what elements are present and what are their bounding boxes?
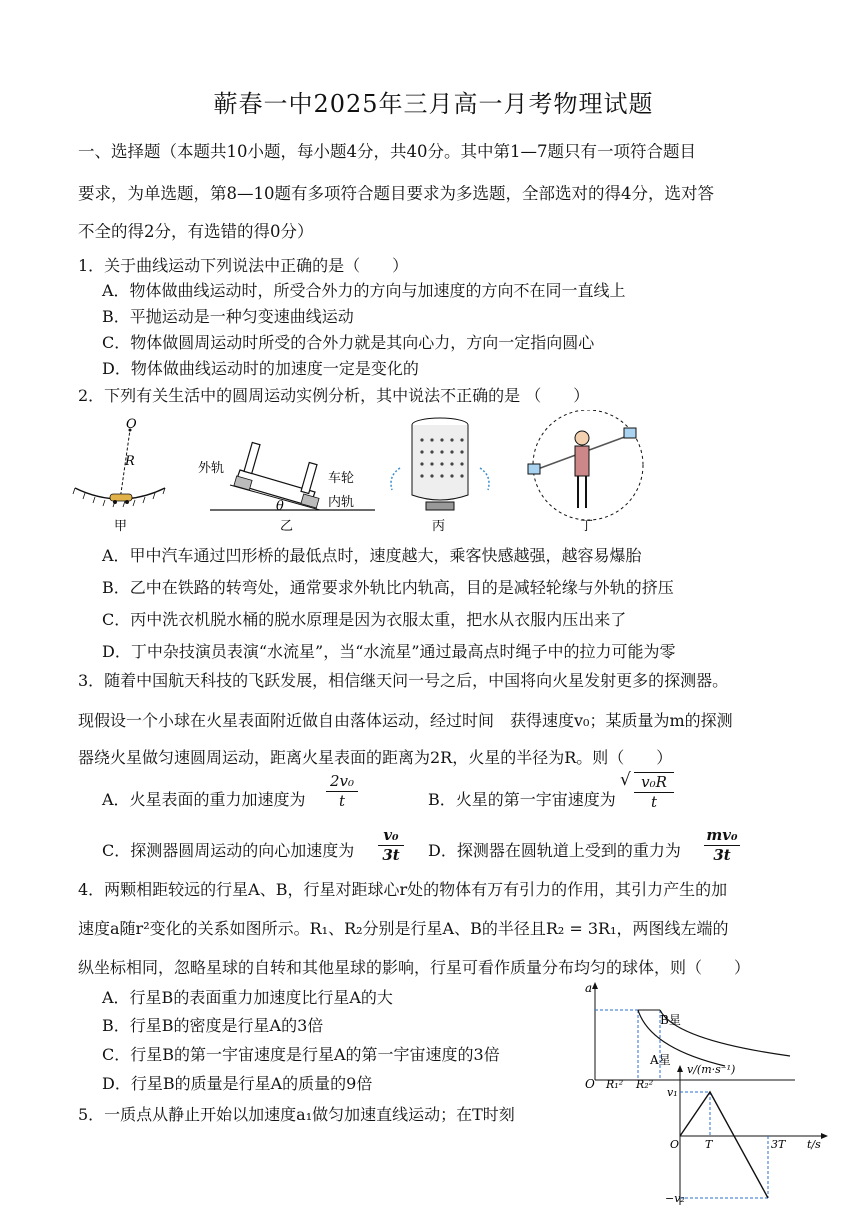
label-outer-rail: 外轨 [198, 461, 225, 476]
q2-figures [70, 410, 670, 535]
q2-stem: 2．下列有关生活中的圆周运动实例分析，其中说法不正确的是 （ ） [78, 386, 590, 405]
q4-line2: 速度a随r²变化的关系如图所示。R₁、R₂分别是行星A、B的半径且R₂ = 3R₁，两图线左端的 [78, 919, 729, 938]
q4-option-c: C．行星B的第一宇宙速度是行星A的第一宇宙速度的3倍 [102, 1045, 500, 1064]
figure-bing [391, 418, 489, 534]
label-theta: θ [276, 499, 284, 514]
q5-axis-t: t/s [807, 1138, 821, 1151]
q3-c-fraction: v₀ 3t [378, 826, 404, 864]
q3-option-a: A．火星表面的重力加速度为 [102, 790, 306, 809]
q5-tick-T: T [705, 1138, 713, 1151]
q5-line1: 5．一质点从静止开始以加速度a₁做匀加速直线运动；在T时刻 [78, 1105, 515, 1124]
q3-line1: 3．随着中国航天科技的飞跃发展，相信继天问一号之后，中国将向火星发射更多的探测器。 [78, 671, 729, 690]
q5-origin: O [670, 1138, 680, 1151]
q4-option-a: A．行星B的表面重力加速度比行星A的大 [102, 988, 393, 1007]
q5-graph [665, 1060, 830, 1210]
q4-r1: R₁² [606, 1078, 624, 1090]
q3-option-c: C．探测器圆周运动的向心加速度为 [102, 841, 355, 860]
q5-v2: −v₂ [665, 1192, 685, 1205]
q4-axis-a: a [585, 981, 593, 995]
q2-option-d: D．丁中杂技演员表演“水流星”，当“水流星”通过最高点时绳子中的拉力可能为零 [102, 642, 676, 661]
q5-v1: v₁ [667, 1086, 678, 1099]
q4-option-d: D．行星B的质量是行星A的质量的9倍 [102, 1074, 373, 1093]
q5-tick-3T: 3T [771, 1138, 786, 1151]
q3-b-fraction: v₀R t [634, 772, 674, 811]
q1-option-b: B．平抛运动是一种匀变速曲线运动 [102, 307, 354, 326]
q3-a-fraction: 2v₀ t [326, 772, 358, 810]
q3-line2: 现假设一个小球在火星表面附近做自由落体运动，经过时间 获得速度v₀；某质量为m的探测 [78, 711, 733, 730]
sqrt-sign: √ [620, 770, 631, 790]
label-O: O [126, 417, 137, 432]
q2-option-a: A．甲中汽车通过凹形桥的最低点时，速度越大，乘客快感越强，越容易爆胎 [102, 546, 642, 565]
q4-label-b: B星 [660, 1013, 681, 1027]
figure-jia [73, 417, 165, 534]
q1-option-a: A．物体做曲线运动时，所受合外力的方向与加速度的方向不在同一直线上 [102, 281, 626, 300]
q1-option-d: D．物体做曲线运动时的加速度一定是变化的 [102, 359, 419, 378]
q2-option-c: C．丙中洗衣机脱水桶的脱水原理是因为衣服太重，把水从衣服内压出来了 [102, 610, 627, 629]
q3-option-d: D．探测器在圆轨道上受到的重力为 [428, 841, 681, 860]
label-yi: 乙 [280, 519, 294, 534]
q4-origin: O [585, 1077, 595, 1090]
section-instructions-line2: 要求，为单选题，第8—10题有多项符合题目要求为多选题，全部选对的得4分，选对答 [78, 184, 714, 203]
q5-axis-v: v/(m·s⁻¹) [687, 1063, 736, 1076]
label-jia: 甲 [114, 519, 128, 534]
page-title: 蕲春一中2025年三月高一月考物理试题 [213, 90, 654, 118]
section-instructions-line3: 不全的得2分，有选错的得0分） [78, 222, 314, 241]
q3-line3: 器绕火星做匀速圆周运动，距离火星表面的距离为2R，火星的半径为R。则（ ） [78, 748, 673, 767]
q2-option-b: B．乙中在铁路的转弯处，通常要求外轨比内轨高，目的是减轻轮缘与外轨的挤压 [102, 578, 674, 597]
q1-option-c: C．物体做圆周运动时所受的合外力就是其向心力，方向一定指向圆心 [102, 333, 595, 352]
figure-ding [528, 410, 643, 534]
q4-label-a: A星 [650, 1053, 671, 1067]
section-instructions-line1: 一、选择题（本题共10小题，每小题4分，共40分。其中第1—7题只有一项符合题目 [78, 142, 696, 161]
label-ding: 丁 [580, 519, 594, 534]
q1-stem: 1．关于曲线运动下列说法中正确的是（ ） [78, 256, 409, 275]
label-bing: 丙 [432, 519, 446, 534]
label-R: R [125, 454, 135, 469]
label-wheel: 车轮 [328, 471, 355, 486]
q3-option-b: B．火星的第一宇宙速度为 [428, 790, 616, 809]
q4-option-b: B．行星B的密度是行星A的3倍 [102, 1016, 324, 1035]
q3-d-fraction: mv₀ 3t [704, 826, 740, 864]
q4-line1: 4．两颗相距较远的行星A、B，行星对距球心r处的物体有万有引力的作用，其引力产生的加 [78, 880, 728, 899]
q4-r2: R₂² [636, 1078, 654, 1090]
figure-yi [198, 442, 375, 534]
label-inner-rail: 内轨 [328, 495, 355, 510]
q4-line3: 纵坐标相同，忽略星球的自转和其他星球的影响，行星可看作质量分布均匀的球体，则（ ） [78, 958, 751, 977]
